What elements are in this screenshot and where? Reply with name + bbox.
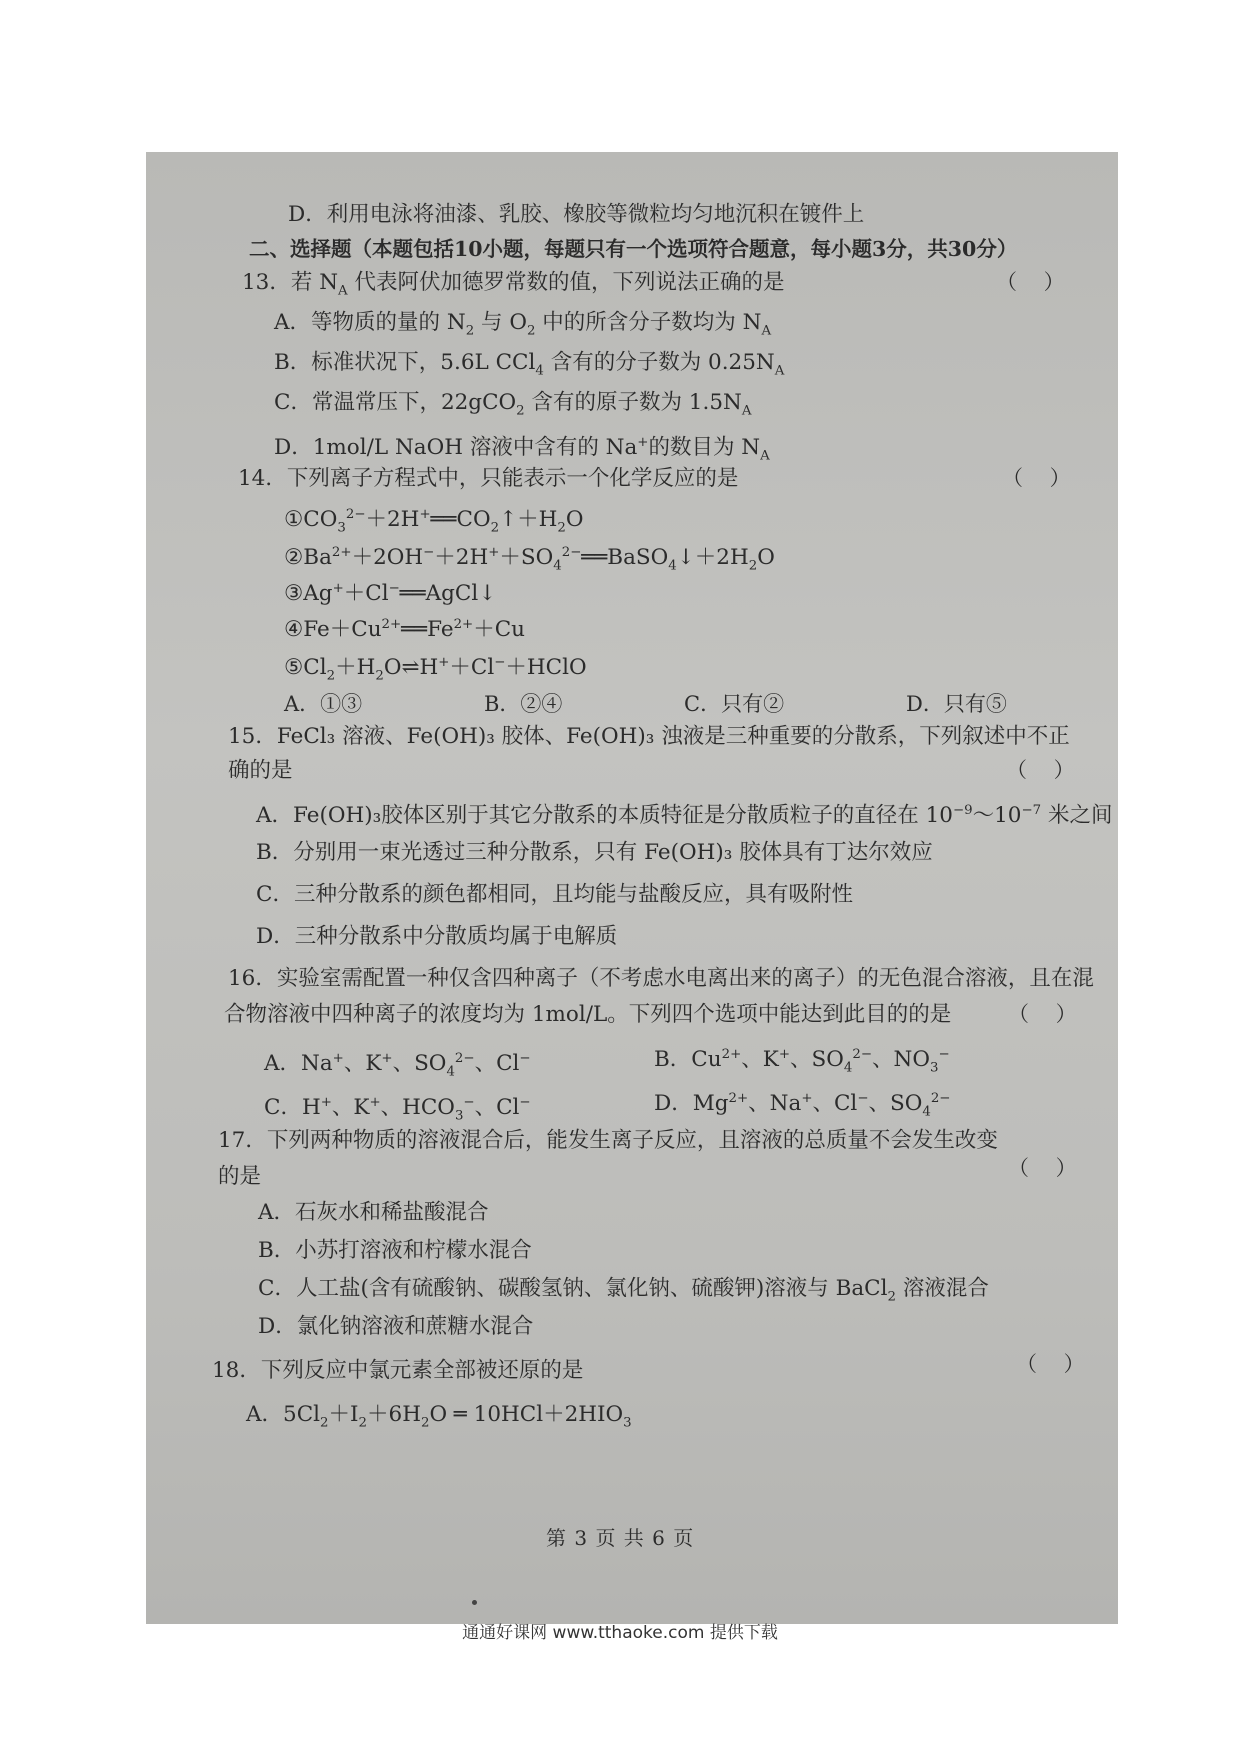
- q17-answer-blank: （ ）: [1008, 1156, 1087, 1180]
- q18-answer-blank: （ ）: [1016, 1352, 1095, 1376]
- q14-answer-blank: （ ）: [1002, 466, 1081, 490]
- q18-stem: 18．下列反应中氯元素全部被还原的是: [212, 1358, 584, 1383]
- q16-option-c: C．H+、K+、$HCO_3^-$、Cl−: [264, 1095, 531, 1124]
- q17-stem-line-1: 17．下列两种物质的溶液混合后，能发生离子反应，且溶液的总质量不会发生改变: [218, 1128, 998, 1153]
- q16-option-d: D．$Mg^{2+}$、Na+、Cl−、$SO_4^{2-}$: [654, 1091, 951, 1120]
- q14-equation-5: $⑤Cl_2+H_2O\rightleftharpoons H^++Cl^-+HClO$: [284, 655, 587, 684]
- q17-option-c: C．人工盐(含有硫酸钠、碳酸氢钠、氯化钠、硫酸钾)溶液与 BaCl$_2$ 溶液混合: [258, 1276, 989, 1305]
- q16-stem-line-1: 16．实验室需配置一种仅含四种离子（不考虑水电离出来的离子）的无色混合溶液，且在混: [228, 966, 1094, 991]
- q15-option-a: A．Fe(OH)₃胶体区别于其它分散系的本质特征是分散质粒子的直径在 $10^{-9}\sim 10^{-7}$ 米之间: [256, 803, 1113, 829]
- q18-option-a: A．$5Cl_2+I_2+6H_2O$ ═ $10HCl+2HIO_3$: [246, 1402, 632, 1431]
- q14-stem: 14．下列离子方程式中，只能表示一个化学反应的是: [238, 466, 739, 491]
- q16-option-a: A．Na+、K+、$SO_4^{2-}$、Cl−: [264, 1051, 531, 1080]
- q17-option-d: D．氯化钠溶液和蔗糖水混合: [258, 1314, 534, 1339]
- q17-stem-line-2: 的是: [218, 1164, 262, 1189]
- q13-answer-blank: （ ）: [996, 270, 1075, 294]
- q15-option-d: D．三种分散系中分散质均属于电解质: [256, 924, 618, 949]
- q14-option-a: A．①③: [284, 692, 363, 716]
- scanned-page-photo: [146, 152, 1118, 1624]
- q16-option-b: B．$Cu^{2+}$、K+、$SO_4^{2-}$、$NO_3^-$: [654, 1047, 950, 1076]
- page-number-footer: 第 3 页 共 6 页: [546, 1526, 695, 1550]
- q14-option-d: D．只有⑤: [906, 692, 1007, 716]
- q13-stem: 13．若 $N_A$ 代表阿伏加德罗常数的值，下列说法正确的是: [242, 270, 785, 299]
- source-watermark: 通通好课网 www.tthaoke.com 提供下载: [462, 1623, 778, 1643]
- q17-option-b: B．小苏打溶液和柠檬水混合: [258, 1238, 532, 1263]
- q15-option-c: C．三种分散系的颜色都相同，且均能与盐酸反应，具有吸附性: [256, 882, 853, 907]
- q14-equation-2: $②Ba^{2+}+2OH^-+2H^++SO_4^{2-}══BaSO_4↓+2H_2O$: [284, 545, 775, 574]
- q13-option-b: B．标准状况下，5.6L CCl$_4$ 含有的分子数为 $0.25N_A$: [274, 350, 785, 379]
- q14-equation-3: ③Ag+＋Cl−══AgCl↓: [284, 581, 497, 607]
- q17-option-a: A．石灰水和稀盐酸混合: [258, 1200, 489, 1225]
- q15-stem-line-1: 15．FeCl₃ 溶液、Fe(OH)₃ 胶体、Fe(OH)₃ 浊液是三种重要的分散系，下列叙述中不正: [228, 724, 1070, 749]
- q14-option-b: B．②④: [484, 692, 563, 716]
- q14-equation-1: $①CO_3^{2-}+2H^+══CO_2↑+H_2O$: [284, 507, 584, 536]
- q14-equation-4: $④Fe+Cu^{2+}══Fe^{2+}+Cu$: [284, 617, 526, 643]
- section-2-title: 二、选择题（本题包括10小题，每题只有一个选项符合题意，每小题3分，共30分）: [249, 237, 1018, 261]
- q15-stem-line-2: 确的是: [228, 758, 293, 783]
- ink-dot: [472, 1600, 477, 1605]
- q13-option-a: A．等物质的量的 $N_2$ 与 $O_2$ 中的所含分子数均为 $N_A$: [274, 310, 772, 339]
- q15-answer-blank: （ ）: [1006, 758, 1085, 782]
- q16-stem-line-2: 合物溶液中四种离子的浓度均为 1mol/L。下列四个选项中能达到此目的的是: [224, 1002, 952, 1027]
- q16-answer-blank: （ ）: [1008, 1002, 1087, 1026]
- q12-option-d: D．利用电泳将油漆、乳胶、橡胶等微粒均匀地沉积在镀件上: [288, 202, 865, 227]
- q13-option-c: C．常温常压下，22gCO$_2$ 含有的原子数为 $1.5N_A$: [274, 390, 752, 419]
- q13-option-d: D．1mol/L NaOH 溶液中含有的 Na+的数目为 $N_A$: [274, 435, 770, 464]
- q15-option-b: B．分别用一束光透过三种分散系，只有 Fe(OH)₃ 胶体具有丁达尔效应: [256, 840, 933, 865]
- q14-option-c: C．只有②: [684, 692, 785, 716]
